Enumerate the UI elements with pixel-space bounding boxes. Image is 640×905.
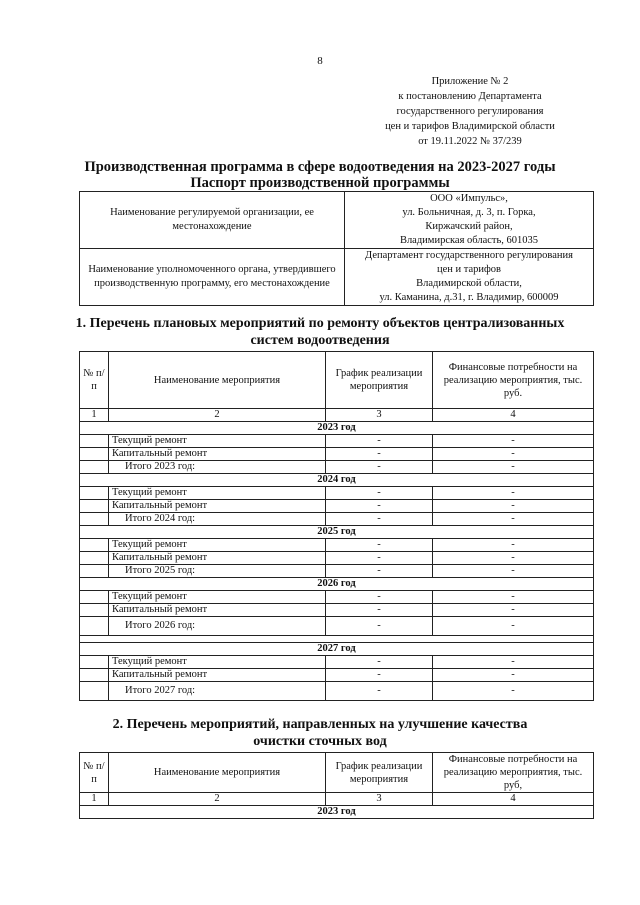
total-row: Итого 2023 год: - - — [80, 461, 594, 474]
col-name-header: Наименование мероприятия — [109, 753, 326, 793]
authority-label: Наименование уполномоченного органа, утвердившего производственную программу, его местонахождение — [80, 249, 345, 306]
total-row: Итого 2024 год: - - — [80, 513, 594, 526]
org-value: ООО «Импульс», ул. Больничная, д. 3, п. Горка, Киржачский район, Владимирская область, 601035 — [345, 192, 594, 249]
table-header — [80, 352, 594, 409]
col-numbers-row: 1 2 3 4 — [80, 793, 594, 806]
table-header — [80, 753, 594, 793]
table-row: Текущий ремонт - - — [80, 656, 594, 669]
document-title — [0, 159, 640, 191]
year-row: 2023 год — [80, 422, 594, 435]
authority-value: Департамент государственного регулирования цен и тарифов Владимирской области, ул. Каманина, д.31, г. Владимир, 600009 — [345, 249, 594, 306]
col-name-header: Наименование мероприятия — [109, 352, 326, 409]
col-finance-header: Финансовые потребности на реализацию мероприятия, тыс. руб, — [433, 753, 594, 793]
appendix-block — [350, 74, 590, 149]
col-finance-header: Финансовые потребности на реализацию мероприятия, тыс. руб. — [433, 352, 594, 409]
year-row: 2026 год — [80, 578, 594, 591]
total-row: Итого 2026 год: - - — [80, 617, 594, 636]
appendix-line: Приложение № 2 — [431, 76, 509, 87]
year-row: 2025 год — [80, 526, 594, 539]
table-row: Текущий ремонт - - — [80, 539, 594, 552]
org-label: Наименование регулируемой организации, ее местонахождение — [80, 192, 345, 249]
repair-table — [79, 351, 594, 701]
table-row: Текущий ремонт - - — [80, 435, 594, 448]
table-row: Капитальный ремонт - - — [80, 604, 594, 617]
col-schedule-header: График реализации мероприятия — [326, 753, 433, 793]
table-row: Текущий ремонт - - — [80, 591, 594, 604]
table-row: Текущий ремонт - - — [80, 487, 594, 500]
col-schedule-header: График реализации мероприятия — [326, 352, 433, 409]
passport-table — [79, 191, 594, 306]
total-row: Итого 2025 год: - - — [80, 565, 594, 578]
appendix-line: государственного регулирования — [396, 106, 544, 117]
title-line1: Производственная программа в сфере водоотведения на 2023-2027 годы — [84, 159, 556, 175]
year-row: 2027 год — [80, 643, 594, 656]
table-row: Капитальный ремонт - - — [80, 448, 594, 461]
section1-title: 1. Перечень плановых мероприятий по ремонту объектов централизованных систем водоотведения — [75, 316, 565, 348]
table-row: Капитальный ремонт - - — [80, 552, 594, 565]
year-row: 2024 год — [80, 474, 594, 487]
col-num-header: № п/п — [80, 352, 109, 409]
total-row: Итого 2027 год: - - — [80, 682, 594, 701]
title-line2: Паспорт производственной программы — [190, 175, 450, 191]
passport-row-authority — [80, 249, 594, 306]
passport-row-org — [80, 192, 594, 249]
table-row: Капитальный ремонт - - — [80, 500, 594, 513]
appendix-line: от 19.11.2022 № 37/239 — [418, 136, 522, 147]
col-numbers-row: 1 2 3 4 — [80, 409, 594, 422]
appendix-line: к постановлению Департамента — [398, 91, 542, 102]
page-number: 8 — [317, 55, 323, 67]
table-row: Капитальный ремонт - - — [80, 669, 594, 682]
col-num-header: № п/п — [80, 753, 109, 793]
quality-table — [79, 752, 594, 819]
year-row: 2023 год — [80, 806, 594, 819]
appendix-line: цен и тарифов Владимирской области — [385, 121, 555, 132]
section2-title: 2. Перечень мероприятий, направленных на улучшение качества очистки сточных вод — [112, 717, 528, 749]
spacer-row — [80, 636, 594, 643]
